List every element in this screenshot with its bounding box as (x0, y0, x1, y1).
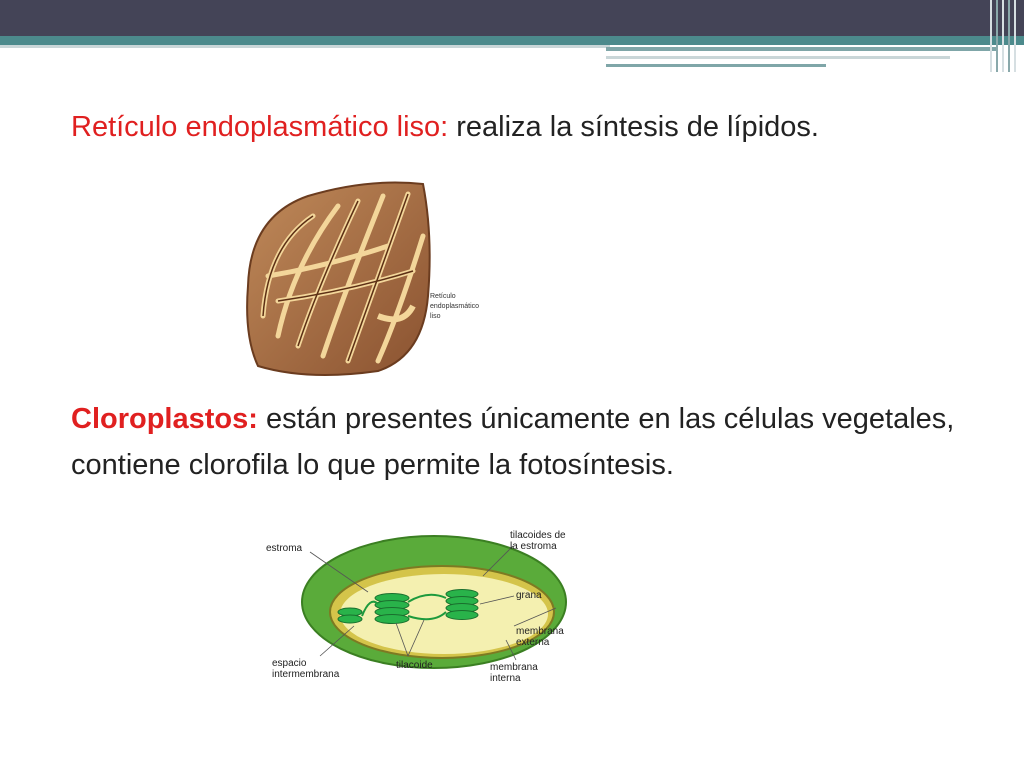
label-line: espacio (272, 658, 307, 669)
decor-stripe (606, 47, 998, 51)
label-line: membrana (490, 662, 538, 673)
caption-line: endoplasmático (430, 303, 480, 310)
label-line: interna (490, 673, 521, 684)
title-bar (0, 0, 1024, 36)
caption-line: Retículo (430, 293, 456, 300)
label-tilacoide: tilacoide (396, 660, 433, 671)
label-line: la estroma (510, 541, 557, 552)
label-line: intermembrana (272, 669, 340, 680)
label-line: tilacoides de (510, 530, 566, 541)
label-line: externa (516, 637, 550, 648)
reticulum-illustration (238, 176, 490, 384)
decor-line (1002, 0, 1004, 72)
decor-stripe (606, 64, 826, 67)
text-cloroplastos: están presentes únicamente en las células vegetales, contiene clorofila lo que permite la fotosíntesis. (71, 403, 955, 481)
label-membrana-externa (516, 626, 564, 648)
label-estroma: estroma (266, 543, 303, 554)
term-reticulo: Retículo endoplasmático liso: (71, 111, 449, 143)
label-membrana-interna (490, 662, 538, 684)
term-cloroplastos: Cloroplastos: (71, 403, 258, 435)
decor-stripe (606, 56, 950, 59)
paragraph-cloroplastos (71, 396, 971, 488)
accent-band (0, 36, 1024, 45)
label-tilacoides-estroma (510, 530, 566, 552)
caption-line: liso (430, 313, 441, 320)
text-reticulo: realiza la síntesis de lípidos. (448, 111, 819, 143)
decor-line (1008, 0, 1010, 72)
decor-line (996, 0, 998, 72)
decor-line (990, 0, 992, 72)
label-grana: grana (516, 590, 542, 601)
label-line: membrana (516, 626, 564, 637)
reticulum-caption (430, 292, 500, 322)
decor-stripe (0, 45, 610, 48)
label-espacio-intermembrana (272, 658, 339, 680)
decor-line (1014, 0, 1016, 72)
paragraph-reticulo (71, 104, 819, 150)
